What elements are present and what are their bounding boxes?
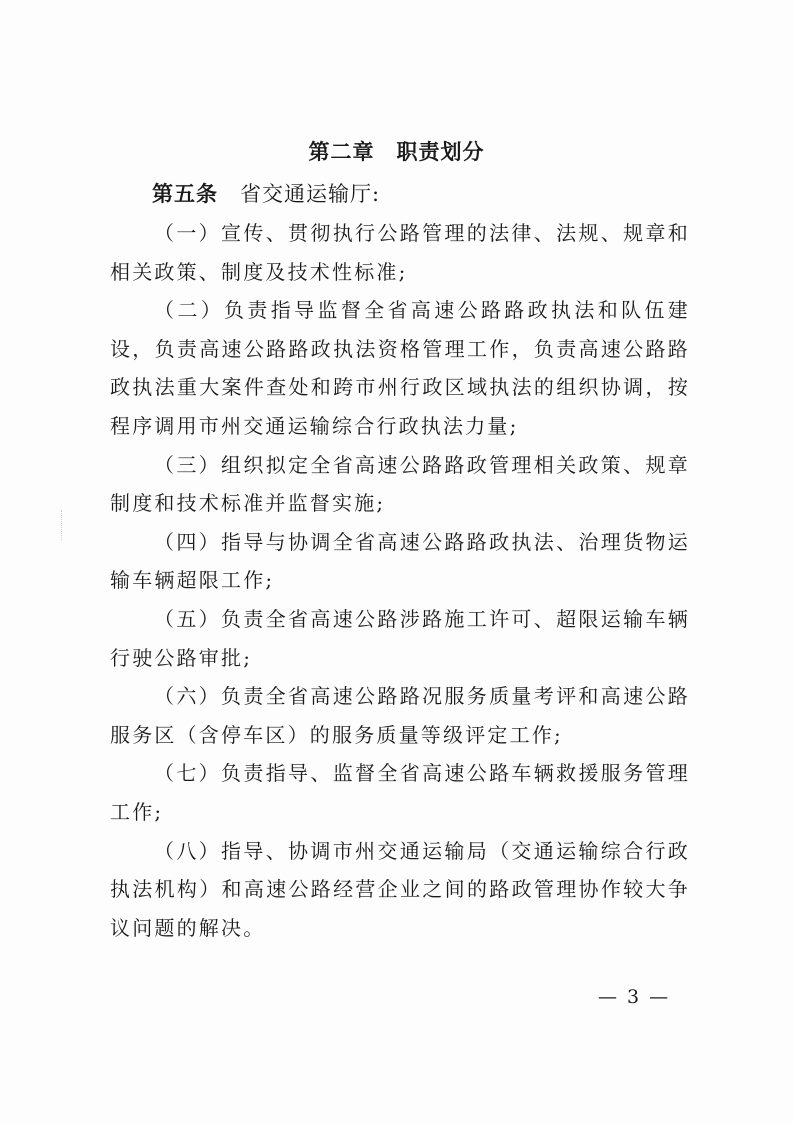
- item-5: （五）负责全省高速公路涉路施工许可、超限运输车辆行驶公路审批;: [110, 606, 690, 670]
- chapter-heading: 职责划分: [396, 140, 485, 164]
- item-7: （七）负责指导、监督全省高速公路车辆救援服务管理工作;: [110, 761, 690, 824]
- chapter-number: 第二章: [308, 140, 375, 164]
- article-subject: 省交通运输厅:: [240, 182, 381, 206]
- article-body: [110, 214, 690, 947]
- item-3: （三）组织拟定全省高速公路路政管理相关政策、规章制度和技术标准并监督实施;: [110, 452, 690, 516]
- item-2: （二）负责指导监督全省高速公路路政执法和队伍建设，负责高速公路路政执法资格管理工作，负责高速公路路政执法重大案件查处和跨市州行政区域执法的组织协调，按程序调用市州交通运输综合行政执法力量;: [110, 298, 690, 438]
- item-8: （八）指导、协调市州交通运输局（交通运输综合行政执法机构）和高速公路经营企业之间的路政管理协作较大争议问题的解决。: [110, 838, 690, 940]
- item-6: （六）负责全省高速公路路况服务质量考评和高速公路服务区（含停车区）的服务质量等级评定工作;: [110, 684, 690, 747]
- scan-margin-mark: [61, 510, 65, 540]
- article-number: 第五条: [152, 182, 218, 206]
- page-number: — 3 —: [598, 986, 671, 1008]
- chapter-title: [0, 136, 793, 166]
- article-heading: [152, 178, 380, 208]
- item-4: （四）指导与协调全省高速公路路政执法、治理货物运输车辆超限工作;: [110, 529, 690, 593]
- item-1: （一）宣传、贯彻执行公路管理的法律、法规、规章和相关政策、制度及技术性标准;: [110, 221, 690, 284]
